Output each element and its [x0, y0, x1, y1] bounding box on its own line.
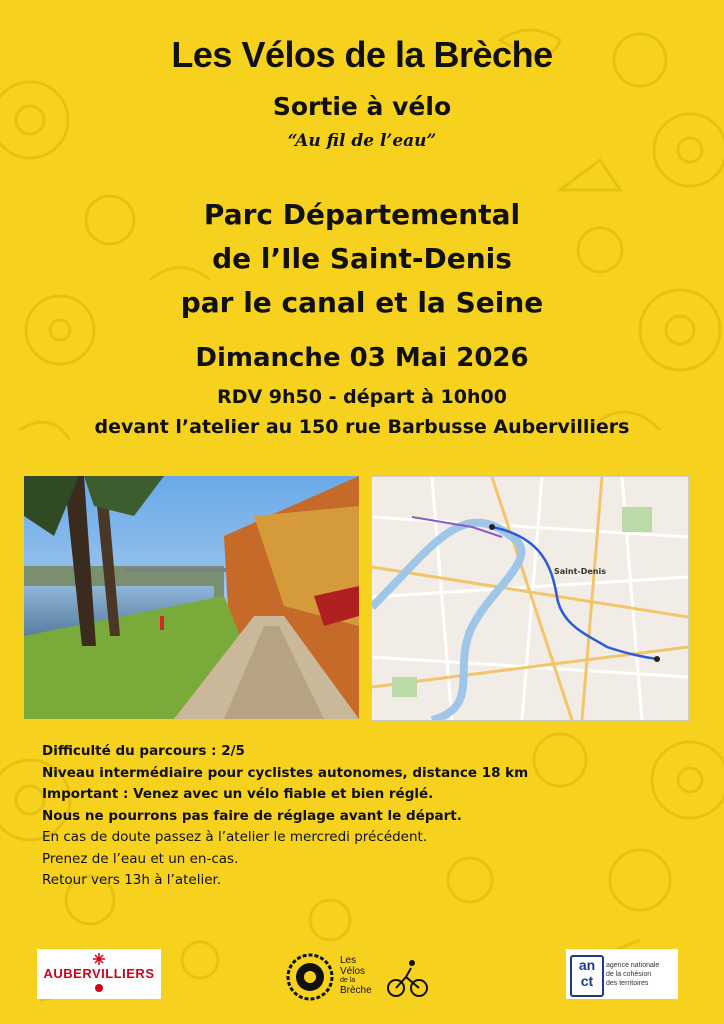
ride-details: [42, 741, 702, 892]
event-date: Dimanche 03 Mai 2026: [195, 343, 529, 373]
anct-mark-bottom: ct: [580, 973, 594, 989]
velos-logo-dela: de la: [340, 977, 356, 984]
poster-title: Les Vélos de la Brèche: [171, 34, 553, 75]
anct-text-3: des territoires: [606, 980, 649, 987]
riverside-photo: [24, 476, 359, 719]
anct-text-1: agence nationale: [606, 962, 660, 969]
doubt-text: En cas de doute passez à l’atelier le mercredi précédent.: [42, 829, 428, 845]
important-text: Important : Venez avec un vélo fiable et bien réglé.: [42, 786, 434, 802]
event-rdv: RDV 9h50 - départ à 10h00: [217, 386, 507, 408]
poster-tagline: “Au fil de l’eau”: [287, 131, 437, 151]
difficulty-text: Difficulté du parcours : 2/5: [42, 743, 245, 759]
no-repair-text: Nous ne pourrons pas faire de réglage avant le départ.: [42, 807, 462, 824]
map-city-label: Saint-Denis: [554, 567, 607, 576]
route-map: [371, 476, 689, 721]
aubervilliers-logo: [37, 949, 161, 999]
event-place: devant l’atelier au 150 rue Barbusse Aubervilliers: [94, 416, 630, 438]
aubervilliers-logo-text: AUBERVILLIERS: [43, 966, 155, 981]
cyclist-icon: [388, 960, 427, 996]
velos-logo-velos: Vélos: [340, 966, 366, 977]
anct-text-2: de la cohésion: [606, 971, 652, 978]
anct-logo: [566, 949, 678, 999]
return-text: Retour vers 13h à l’atelier.: [42, 872, 222, 888]
destination-line-1: Parc Départemental: [203, 198, 521, 231]
anct-mark-top: an: [578, 957, 596, 973]
food-text: Prenez de l’eau et un en-cas.: [42, 850, 239, 867]
velos-logo-les: Les: [340, 955, 357, 966]
velos-logo-breche: Brèche: [340, 985, 372, 996]
destination-line-2: de l’Ile Saint-Denis: [212, 242, 512, 275]
destination-line-3: par le canal et la Seine: [180, 286, 544, 319]
velos-breche-logo: [284, 951, 435, 1003]
poster-subtitle: Sortie à vélo: [272, 92, 452, 121]
level-text: Niveau intermédiaire pour cyclistes autonomes, distance 18 km: [42, 764, 529, 781]
